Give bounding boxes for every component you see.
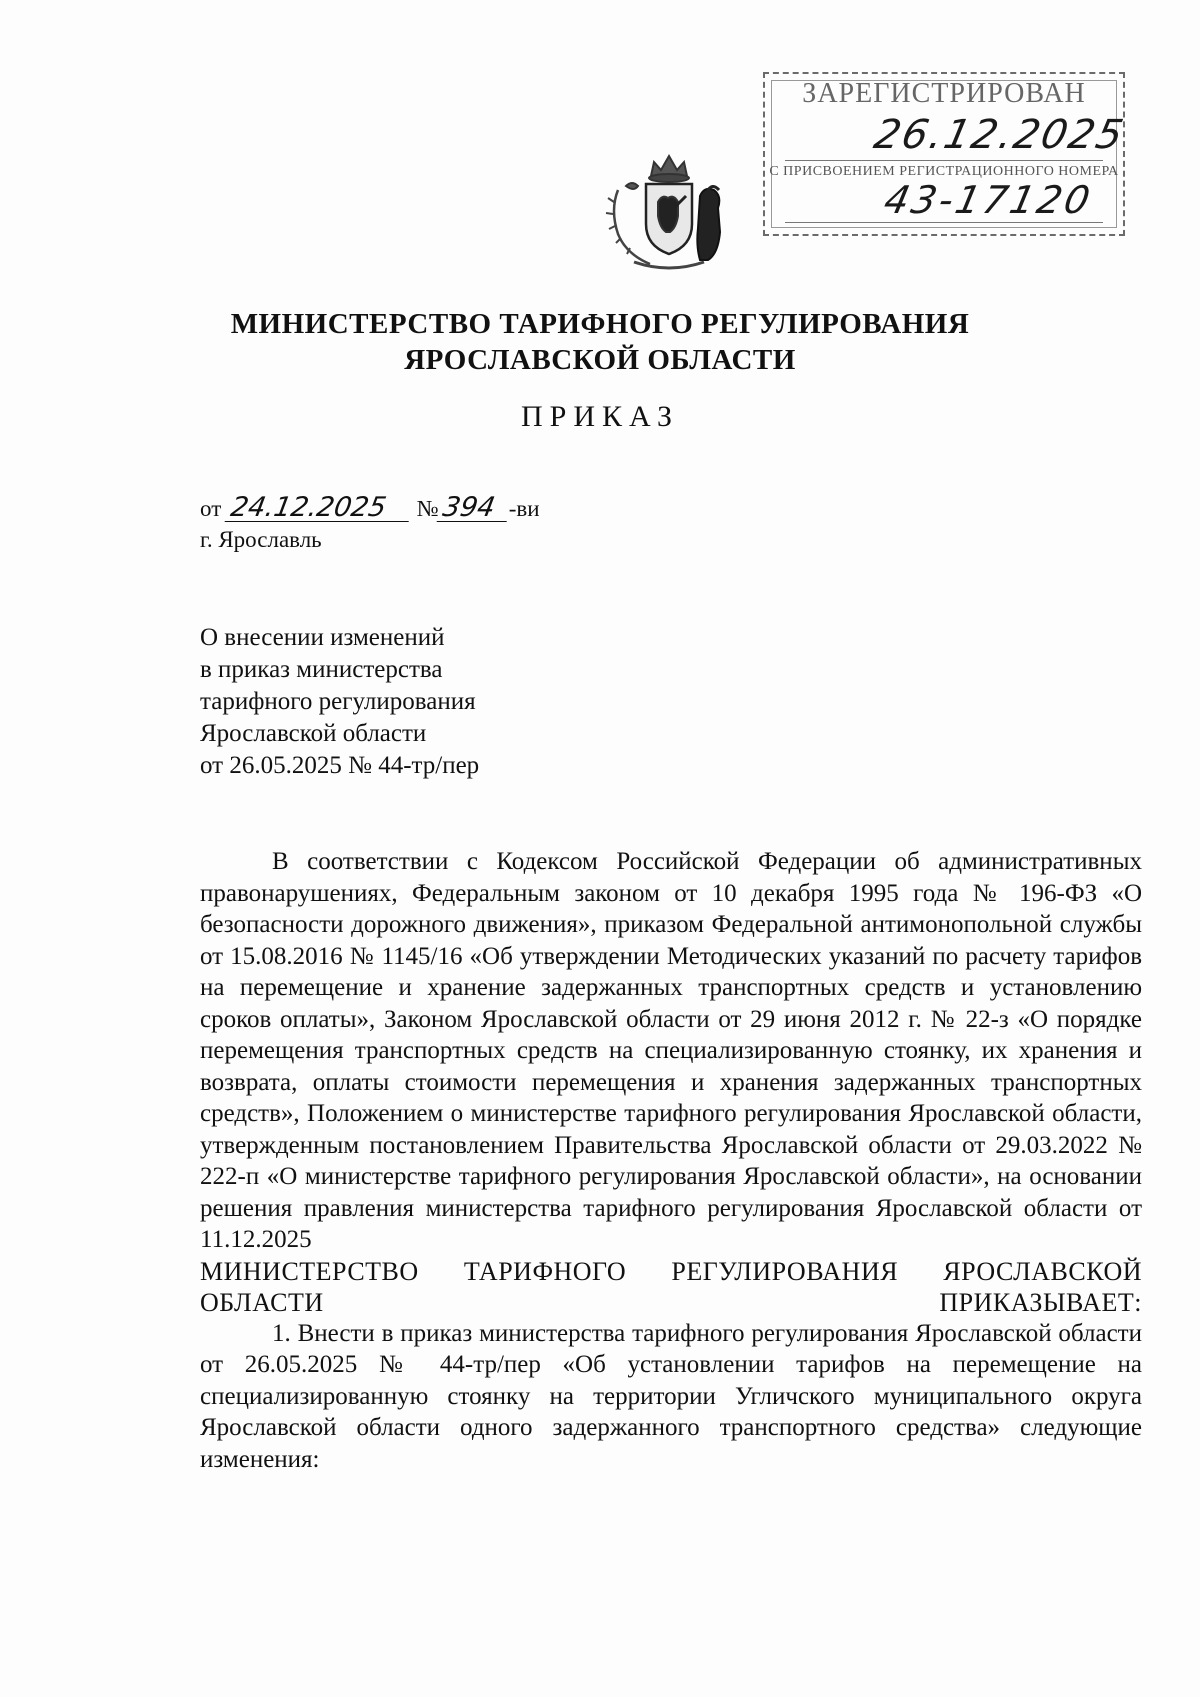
subject-line: О внесении изменений: [200, 624, 445, 651]
document-type: ПРИКАЗ: [521, 400, 679, 433]
stamp-registration-date: 26.12.2025: [870, 112, 1129, 158]
subject-line: в приказ министерства: [200, 656, 443, 683]
order-number-suffix: -ви: [508, 496, 540, 521]
subject-line: тарифного регулирования: [200, 688, 476, 715]
order-body: [200, 846, 1142, 1475]
order-number: 394: [436, 495, 511, 522]
subject-line: от 26.05.2025 № 44-тр/пер: [200, 752, 480, 779]
order-city: г. Ярославль: [200, 527, 322, 552]
item-1-paragraph: 1. Внести в приказ министерства тарифного регулирования Ярославской области от 26.05.2025 № 44-тр/пер «Об установлении тарифов на перемещение на специализированную стоянку на территории Угличского муниципального округа Ярославской области одного задержанного транспортного средства» следующие изменения:: [200, 1319, 1142, 1473]
stamp-divider: [785, 160, 1103, 161]
coat-of-arms-icon: [604, 150, 734, 274]
number-sign: №: [416, 496, 439, 521]
order-subject: [200, 622, 479, 782]
stamp-subtitle: С ПРИСВОЕНИЕМ РЕГИСТРАЦИОННОГО НОМЕРА: [769, 164, 1119, 179]
resolution-paragraph: МИНИСТЕРСТВО ТАРИФНОГО РЕГУЛИРОВАНИЯ ЯРОСЛАВСКОЙ ОБЛАСТИ ПРИКАЗЫВАЕТ:: [200, 1256, 1142, 1317]
order-date: 24.12.2025: [225, 495, 414, 522]
ministry-title-line2: ЯРОСЛАВСКОЙ ОБЛАСТИ: [404, 344, 796, 376]
preamble-paragraph: В соответствии с Кодексом Российской Федерации об административных правонарушениях, Федеральным законом от 10 декабря 1995 года № 196-ФЗ «О безопасности дорожного движения», приказом Федеральной антимонопольной службы от 15.08.2016 № 1145/16 «Об утверждении Методических указаний по расчету тарифов на перемещение и хранение задержанных транспортных средств и установлению сроков оплаты», Законом Ярославской области от 29 июня 2012 г. № 22-з «О порядке перемещения транспортных средств на специализированную стоянку, их хранения и возврата, оплаты стоимости перемещения и хранения задержанных транспортных средств», Положением о министерстве тарифного регулирования Ярославской области, утвержденным постановлением Правительства Ярославской области от 29.03.2022 № 222-п «О министерстве тарифного регулирования Ярославской области», на основании решения правления министерства тарифного регулирования Ярославской области от 11.12.2025: [200, 848, 1142, 1253]
stamp-divider: [785, 222, 1103, 223]
subject-line: Ярославской области: [200, 720, 427, 747]
order-date-line: [200, 492, 540, 523]
registration-stamp: [763, 72, 1129, 236]
ministry-title: [0, 306, 1200, 378]
date-prefix: от: [200, 496, 222, 521]
ministry-title-line1: МИНИСТЕРСТВО ТАРИФНОГО РЕГУЛИРОВАНИЯ: [230, 308, 970, 340]
stamp-registration-number: 43-17120: [880, 178, 1097, 222]
stamp-title: ЗАРЕГИСТРИРОВАН: [802, 78, 1086, 109]
